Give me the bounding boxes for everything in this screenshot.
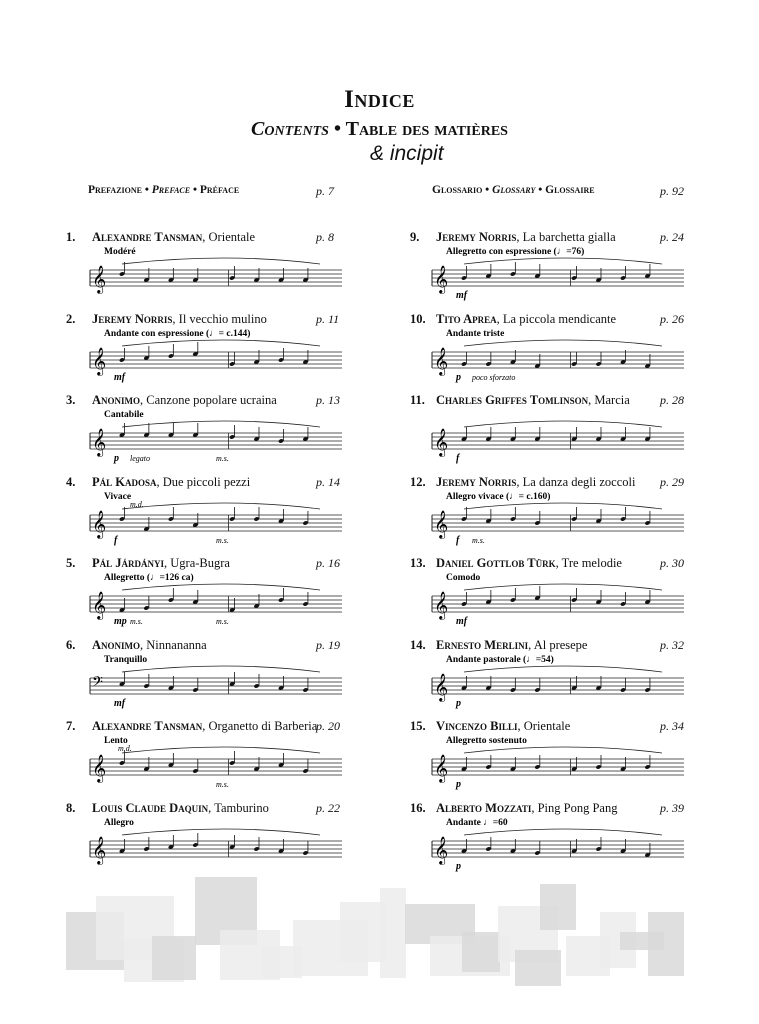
incipit-label: & incipit <box>370 142 444 165</box>
entry-11[interactable] <box>410 393 630 408</box>
entry-2[interactable] <box>66 312 267 327</box>
entry-composer: Jeremy Norris <box>92 311 173 326</box>
dynamic-marking: p <box>456 371 461 383</box>
decorative-square <box>540 884 576 930</box>
tempo-marking: Andante pastorale (♩=54) <box>446 654 554 665</box>
entry-separator: , <box>588 393 595 407</box>
performance-annotation-2: m.s. <box>216 454 229 463</box>
entry-separator: , <box>208 800 215 815</box>
entry-separator: , <box>202 719 209 733</box>
entry-separator: , <box>156 474 163 489</box>
tempo-marking: Allegro <box>104 817 134 828</box>
entry-composer: Alberto Mozzati <box>436 800 532 815</box>
entry-page: p. 32 <box>660 637 684 652</box>
preface-en: Preface <box>151 184 191 196</box>
entry-composer: Jeremy Norris <box>436 230 517 244</box>
entry-composer: Daniel Gottlob Türk <box>436 556 556 570</box>
entry-9[interactable] <box>410 230 616 245</box>
entry-composer: Ernesto Merlini <box>436 637 529 652</box>
entry-separator: , <box>528 637 534 652</box>
glossary-fr: Glossaire <box>545 184 595 196</box>
front-matter-glossary[interactable]: Glossario • Glossary • Glossaire <box>432 184 595 196</box>
tempo-marking: Cantabile <box>104 410 144 420</box>
treble-clef-icon: 𝄞 <box>434 509 449 538</box>
treble-clef-icon: 𝄞 <box>92 591 107 619</box>
dynamic-marking: p <box>456 860 461 872</box>
entry-work-title: Orientale <box>208 230 256 244</box>
entry-number: 8. <box>66 800 76 815</box>
entry-work-title: Ninnananna <box>146 637 207 652</box>
incipit-staff <box>90 489 342 549</box>
treble-clef-icon: 𝄞 <box>92 428 107 456</box>
tempo-marking: Lento <box>104 736 128 746</box>
entry-composer: Anonimo <box>92 393 141 407</box>
decorative-square <box>648 912 684 976</box>
dynamic-marking: f <box>456 453 460 464</box>
entry-number: 5. <box>66 556 76 570</box>
incipit-staff <box>432 407 684 467</box>
entry-page: p. 19 <box>316 637 340 652</box>
entry-12[interactable] <box>410 475 635 490</box>
slur <box>122 584 320 590</box>
entry-number: 15. <box>410 719 426 733</box>
dynamic-marking: mf <box>456 290 468 301</box>
treble-clef-icon: 𝄞 <box>92 509 107 538</box>
entry-work-title: Tre melodie <box>561 556 622 570</box>
entry-separator: , <box>516 474 523 489</box>
entry-page: p. 13 <box>316 393 340 407</box>
entry-6[interactable] <box>66 638 207 653</box>
performance-annotation: m.s. <box>130 617 143 626</box>
dynamic-marking: mf <box>456 616 468 627</box>
entry-work-title: Al presepe <box>533 637 588 652</box>
preface-page: p. 7 <box>316 184 334 198</box>
entry-page: p. 39 <box>660 800 684 815</box>
entry-3[interactable] <box>66 393 277 408</box>
incipit-staff <box>432 489 684 549</box>
slur <box>464 829 662 835</box>
entry-separator: , <box>555 556 562 570</box>
slur <box>122 421 320 427</box>
front-matter-preface[interactable]: Prefazione • Preface • Préface <box>88 184 240 196</box>
entry-composer: Anonimo <box>92 637 141 652</box>
preface-it: Prefazione <box>88 184 142 196</box>
slur <box>464 503 662 509</box>
entry-page: p. 20 <box>316 719 340 733</box>
slur <box>464 666 662 672</box>
entry-number: 2. <box>66 311 76 326</box>
entry-composer: Pál Járdányi <box>92 556 165 570</box>
entry-8[interactable] <box>66 801 269 816</box>
incipit-staff <box>90 733 342 793</box>
incipit-staff <box>90 244 342 304</box>
decorative-square <box>515 950 561 986</box>
incipit-staff <box>432 733 684 793</box>
entry-number: 16. <box>410 800 426 815</box>
entry-separator: , <box>164 556 171 570</box>
incipit-staff <box>90 815 342 875</box>
entry-composer: Charles Griffes Tomlinson <box>436 393 589 407</box>
tempo-marking: Andante triste <box>446 328 505 339</box>
entry-page: p. 24 <box>660 230 684 244</box>
subtitle-contents: Contents <box>251 118 329 140</box>
tempo-marking: Comodo <box>446 573 481 583</box>
entry-work-title: La barchetta gialla <box>522 230 616 244</box>
entry-number: 9. <box>410 230 420 244</box>
treble-clef-icon: 𝄞 <box>434 346 449 375</box>
slur <box>122 258 320 264</box>
entry-number: 6. <box>66 637 76 652</box>
dynamic-marking: f <box>456 534 460 546</box>
treble-clef-icon: 𝄞 <box>434 754 449 782</box>
decorative-square <box>462 932 500 972</box>
tempo-marking: Allegretto con espressione (♩=76) <box>446 247 585 257</box>
entry-work-title: Canzone popolare ucraina <box>146 393 277 407</box>
entry-number: 13. <box>410 556 426 570</box>
slur <box>464 258 662 264</box>
entry-1[interactable] <box>66 230 255 245</box>
entry-composer: Alexandre Tansman <box>92 230 203 244</box>
entry-page: p. 16 <box>316 556 340 570</box>
dynamic-marking: f <box>114 534 118 546</box>
slur <box>464 421 662 427</box>
glossary-page: p. 92 <box>660 184 684 198</box>
entry-work-title: Ugra-Bugra <box>170 556 230 570</box>
entry-work-title: Ping Pong Pang <box>537 800 618 815</box>
entry-page: p. 28 <box>660 393 684 407</box>
entry-composer: Louis Claude Daquin <box>92 800 209 815</box>
entry-separator: , <box>140 637 147 652</box>
incipit-staff <box>90 652 342 712</box>
entry-number: 3. <box>66 393 76 407</box>
subtitle-table: Table des matières <box>345 118 508 140</box>
slur <box>122 666 320 672</box>
dynamic-marking: p <box>114 453 119 464</box>
tempo-marking: Allegro vivace (♩= c.160) <box>446 491 551 502</box>
entry-page: p. 8 <box>316 230 334 244</box>
tempo-marking: Modéré <box>104 247 136 257</box>
entry-page: p. 11 <box>316 311 340 326</box>
incipit-staff <box>90 407 342 467</box>
treble-clef-icon: 𝄞 <box>434 591 449 619</box>
performance-annotation: legato <box>130 454 150 463</box>
treble-clef-icon: 𝄞 <box>92 346 107 375</box>
entry-number: 7. <box>66 719 76 733</box>
dynamic-marking: mf <box>114 697 126 709</box>
tempo-marking: Tranquillo <box>104 654 148 665</box>
entry-separator: , <box>517 719 524 733</box>
entry-7[interactable] <box>66 719 317 734</box>
page-subtitle <box>0 118 759 141</box>
tempo-marking: Allegretto sostenuto <box>446 736 527 746</box>
entry-work-title: Tamburino <box>214 800 269 815</box>
performance-annotation-2: m.s. <box>216 617 229 626</box>
entry-work-title: Organetto di Barberia <box>208 719 318 733</box>
entry-page: p. 26 <box>660 311 684 326</box>
entry-page: p. 14 <box>316 474 340 489</box>
entry-work-title: La piccola mendicante <box>502 311 617 326</box>
entry-page: p. 22 <box>316 800 340 815</box>
slur <box>464 340 662 346</box>
performance-annotation: m.d. <box>118 744 132 753</box>
performance-annotation: m.s. <box>472 535 485 545</box>
entry-separator: , <box>202 230 209 244</box>
tempo-marking: Allegretto (♩=126 ca) <box>104 573 194 583</box>
dynamic-marking: p <box>456 697 461 709</box>
treble-clef-icon: 𝄞 <box>434 265 449 293</box>
entry-number: 4. <box>66 474 76 489</box>
entry-13[interactable] <box>410 556 622 571</box>
incipit-staff <box>432 244 684 304</box>
dynamic-marking: p <box>456 779 461 790</box>
entry-separator: , <box>531 800 538 815</box>
treble-clef-icon: 𝄞 <box>92 265 107 293</box>
incipit-staff <box>90 326 342 386</box>
entry-page: p. 34 <box>660 719 684 733</box>
treble-clef-icon: 𝄞 <box>92 754 107 782</box>
performance-annotation: m.d. <box>130 499 144 509</box>
entry-number: 1. <box>66 230 76 244</box>
decorative-square <box>380 888 406 978</box>
tempo-marking: Andante con espressione (♩= c.144) <box>104 328 251 339</box>
entry-composer: Pál Kadosa <box>92 474 157 489</box>
entry-number: 12. <box>410 474 426 489</box>
dynamic-marking: mf <box>114 371 126 383</box>
treble-clef-icon: 𝄞 <box>92 835 107 864</box>
preface-fr: Préface <box>199 184 240 196</box>
page-title: Indice <box>344 86 415 113</box>
incipit-staff <box>90 570 342 630</box>
slur <box>122 829 320 835</box>
entry-number: 14. <box>410 637 426 652</box>
slur <box>122 747 320 753</box>
dynamic-marking: mp <box>114 616 127 627</box>
subtitle-bullet: • <box>333 118 341 140</box>
treble-clef-icon: 𝄞 <box>434 428 449 456</box>
entry-page: p. 30 <box>660 556 684 570</box>
performance-annotation-2: m.s. <box>216 780 229 789</box>
slur <box>122 340 320 346</box>
incipit-staff <box>432 570 684 630</box>
entry-separator: , <box>172 311 179 326</box>
glossary-it: Glossario <box>432 184 483 196</box>
entry-work-title: Due piccoli pezzi <box>162 474 251 489</box>
entry-separator: , <box>516 230 523 244</box>
slur <box>464 584 662 590</box>
entry-page: p. 29 <box>660 474 684 489</box>
performance-annotation-2: m.s. <box>216 535 229 545</box>
entry-16[interactable] <box>410 801 617 816</box>
entry-work-title: Orientale <box>523 719 571 733</box>
tempo-marking: Andante ♩=60 <box>446 817 508 828</box>
incipit-staff <box>432 815 684 875</box>
decorative-square <box>152 936 196 980</box>
performance-annotation: poco sforzato <box>472 372 516 382</box>
incipit-staff <box>432 652 684 712</box>
entry-number: 10. <box>410 311 426 326</box>
slur <box>122 503 320 509</box>
entry-number: 11. <box>410 393 425 407</box>
entry-composer: Tito Aprea <box>436 311 497 326</box>
entry-composer: Vincenzo Billi <box>436 719 518 733</box>
slur <box>464 747 662 753</box>
tempo-marking: Vivace <box>104 491 132 502</box>
entry-composer: Alexandre Tansman <box>92 719 203 733</box>
entry-10[interactable] <box>410 312 616 327</box>
entry-separator: , <box>496 311 503 326</box>
entry-composer: Jeremy Norris <box>436 474 517 489</box>
entry-work-title: Marcia <box>594 393 630 407</box>
entry-separator: , <box>140 393 147 407</box>
bass-clef-icon: 𝄢 <box>92 673 103 694</box>
entry-15[interactable] <box>410 719 570 734</box>
treble-clef-icon: 𝄞 <box>434 835 449 864</box>
incipit-staff <box>432 326 684 386</box>
entry-work-title: Il vecchio mulino <box>178 311 267 326</box>
glossary-en: Glossary <box>492 184 536 196</box>
entry-14[interactable] <box>410 638 587 653</box>
entry-5[interactable] <box>66 556 230 571</box>
entry-work-title: La danza degli zoccoli <box>522 474 636 489</box>
treble-clef-icon: 𝄞 <box>434 672 449 701</box>
entry-4[interactable] <box>66 475 250 490</box>
